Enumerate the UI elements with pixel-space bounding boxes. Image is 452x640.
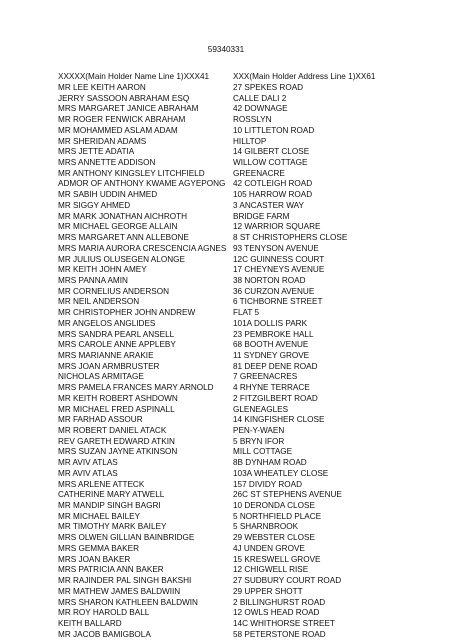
document-id: 59340331 — [207, 45, 245, 54]
list-item — [0, 437, 452, 448]
holder-address: 42 DOWNAGE — [233, 104, 288, 114]
holder-address: 101A DOLLIS PARK — [233, 318, 308, 328]
holder-name: MR JACOB BAMIGBOLA — [58, 629, 151, 639]
holder-address: HILLTOP — [233, 136, 267, 146]
holder-address: GREENACRE — [233, 168, 285, 178]
list-item — [0, 287, 452, 298]
list-item — [0, 169, 452, 180]
holder-name: MR SIGGY AHMED — [58, 200, 131, 210]
holder-address: ROSSLYN — [233, 115, 272, 125]
holder-name: MRS PANNA AMIN — [58, 275, 128, 285]
holder-name: MRS MARIANNE ARAKIE — [58, 350, 154, 360]
holder-name: MRS SANDRA PEARL ANSELL — [58, 329, 175, 339]
holder-name: MR AVIV ATLAS — [58, 468, 118, 478]
holder-address: MILL COTTAGE — [233, 447, 293, 457]
holder-address: PEN-Y-WAEN — [233, 426, 285, 435]
list-item — [0, 179, 452, 190]
holder-address: 17 CHEYNEYS AVENUE — [233, 265, 325, 275]
holder-name: MR MARK JONATHAN AICHROTH — [58, 211, 188, 221]
holder-name: ADMOR OF ANTHONY KWAME AGYEPONG — [58, 179, 226, 189]
list-item — [0, 212, 452, 223]
list-item — [0, 598, 452, 609]
holder-address: 23 PEMBROKE HALL — [233, 329, 314, 339]
holder-name: MR JULIUS OLUSEGEN ALONGE — [58, 254, 185, 264]
holder-name: MR ROBERT DANIEL ATACK — [58, 426, 167, 435]
holder-address: 29 UPPER SHOTT — [233, 586, 303, 596]
holder-name: MRS MARGARET ANN ALLEBONE — [58, 233, 189, 243]
holder-address: 8B DYNHAM ROAD — [233, 458, 307, 468]
list-item — [0, 576, 452, 587]
list-item — [0, 244, 452, 255]
holder-address: BRIDGE FARM — [233, 211, 290, 221]
list-item — [0, 351, 452, 362]
holder-address: 7 GREENACRES — [233, 372, 298, 382]
list-item — [0, 415, 452, 426]
holder-name: MRS MARIA AURORA CRESCENCIA AGNES — [58, 243, 227, 253]
holder-address: 12 CHIGWELL RISE — [233, 565, 309, 575]
list-item — [0, 522, 452, 533]
holder-list — [0, 83, 452, 640]
holder-address: 12 WARRIOR SQUARE — [233, 222, 321, 232]
holder-name: MRS OLWEN GILLIAN BAINBRIDGE — [58, 533, 195, 543]
holder-name: MR CORNELIUS ANDERSON — [58, 286, 170, 296]
list-item — [0, 501, 452, 512]
list-item — [0, 630, 452, 640]
list-item — [0, 447, 452, 458]
list-item — [0, 608, 452, 619]
holder-name: MR LEE KEITH AARON — [58, 83, 146, 92]
holder-address: FLAT 5 — [233, 308, 260, 318]
list-item — [0, 426, 452, 437]
holder-name: NICHOLAS ARMITAGE — [58, 372, 144, 382]
holder-name: MR ANTHONY KINGSLEY LITCHFIELD — [58, 168, 205, 178]
list-item — [0, 458, 452, 469]
holder-address: 4 RHYNE TERRACE — [233, 383, 310, 393]
holder-name: MRS GEMMA BAKER — [58, 543, 139, 553]
holder-address: GLENEAGLES — [233, 404, 289, 414]
holder-name: MRS JOAN BAKER — [58, 554, 131, 564]
holder-name: REV GARETH EDWARD ATKIN — [58, 436, 175, 446]
holder-address: 8 ST CHRISTOPHERS CLOSE — [233, 233, 348, 243]
column-header-row — [0, 72, 452, 82]
list-item — [0, 94, 452, 105]
holder-name: MRS JOAN ARMBRUSTER — [58, 361, 160, 371]
holder-name: MRS ANNETTE ADDISON — [58, 158, 156, 168]
holder-address: 5 NORTHFIELD PLACE — [233, 511, 322, 521]
holder-name: KEITH BALLARD — [58, 618, 122, 628]
holder-name: MR MICHAEL FRED ASPINALL — [58, 404, 175, 414]
list-item — [0, 533, 452, 544]
holder-name: MRS MARGARET JANICE ABRAHAM — [58, 104, 199, 114]
holder-name: MR MOHAMMED ASLAM ADAM — [58, 125, 178, 135]
holder-address: 10 LITTLETON ROAD — [233, 125, 315, 135]
list-item — [0, 201, 452, 212]
holder-address: 93 TENYSON AVENUE — [233, 243, 319, 253]
holder-address: 36 CURZON AVENUE — [233, 286, 315, 296]
list-item — [0, 115, 452, 126]
holder-name: MRS SHARON KATHLEEN BALDWIN — [58, 597, 198, 607]
list-item — [0, 565, 452, 576]
list-item — [0, 255, 452, 266]
holder-address: 4J UNDEN GROVE — [233, 543, 305, 553]
holder-address: 11 SYDNEY GROVE — [233, 350, 310, 360]
holder-name: MRS ARLENE ATTECK — [58, 479, 145, 489]
holder-name: MRS PAMELA FRANCES MARY ARNOLD — [58, 383, 214, 393]
holder-name: MR CHRISTOPHER JOHN ANDREW — [58, 308, 196, 318]
list-item — [0, 233, 452, 244]
holder-name: MRS SUZAN JAYNE ATKINSON — [58, 447, 178, 457]
list-item — [0, 83, 452, 94]
holder-address: 29 WEBSTER CLOSE — [233, 533, 315, 543]
holder-address: 42 COTLEIGH ROAD — [233, 179, 313, 189]
holder-name: MR SHERIDAN ADAMS — [58, 136, 147, 146]
holder-address: 12 OWLS HEAD ROAD — [233, 608, 320, 618]
holder-name: MR MATHEW JAMES BALDWIIN — [58, 586, 181, 596]
holder-name: MR TIMOTHY MARK BAILEY — [58, 522, 167, 532]
holder-address: 14 KINGFISHER CLOSE — [233, 415, 325, 425]
list-item — [0, 297, 452, 308]
holder-name: JERRY SASSOON ABRAHAM ESQ — [58, 93, 190, 103]
holder-address: 103A WHEATLEY CLOSE — [233, 468, 329, 478]
list-item — [0, 383, 452, 394]
holder-address: 12C GUINNESS COURT — [233, 254, 325, 264]
holder-name: MR MICHAEL GEORGE ALLAIN — [58, 222, 178, 232]
list-item — [0, 362, 452, 373]
list-item — [0, 490, 452, 501]
holder-address: 81 DEEP DENE ROAD — [233, 361, 318, 371]
holder-address: 3 ANCASTER WAY — [233, 200, 304, 210]
list-item — [0, 222, 452, 233]
holder-address: 5 BRYN IFOR — [233, 436, 285, 446]
list-item — [0, 480, 452, 491]
holder-name: MRS PATRICIA ANN BAKER — [58, 565, 164, 575]
list-item — [0, 137, 452, 148]
list-item — [0, 619, 452, 630]
list-item — [0, 265, 452, 276]
list-item — [0, 190, 452, 201]
holder-address: 14C WHITHORSE STREET — [233, 618, 335, 628]
holder-address: 58 PETERSTONE ROAD — [233, 629, 326, 639]
list-item — [0, 394, 452, 405]
holder-name: MR ROY HAROLD BALL — [58, 608, 150, 618]
holder-address: 105 HARROW ROAD — [233, 190, 313, 200]
holder-name: MR KEITH ROBERT ASHDOWN — [58, 393, 178, 403]
holder-address: 27 SPEKES ROAD — [233, 83, 304, 92]
list-item — [0, 587, 452, 598]
list-item — [0, 308, 452, 319]
holder-name: MR ROGER FENWICK ABRAHAM — [58, 115, 186, 125]
holder-address: 26C ST STEPHENS AVENUE — [233, 490, 342, 500]
holder-name: MR NEIL ANDERSON — [58, 297, 140, 307]
holder-name: MR KEITH JOHN AMEY — [58, 265, 147, 275]
holder-address: 2 BILLINGHURST ROAD — [233, 597, 326, 607]
holder-name: CATHERINE MARY ATWELL — [58, 490, 165, 500]
address-column-header: XXX(Main Holder Address Line 1)XX61 — [233, 72, 376, 81]
list-item — [0, 469, 452, 480]
list-item — [0, 544, 452, 555]
list-item — [0, 158, 452, 169]
holder-address: 5 SHARNBROOK — [233, 522, 299, 532]
holder-address: 15 KRESWELL GROVE — [233, 554, 321, 564]
list-item — [0, 372, 452, 383]
holder-name: MR FARHAD ASSOUR — [58, 415, 143, 425]
holder-address: 10 DERONDA CLOSE — [233, 501, 315, 511]
list-item — [0, 147, 452, 158]
holder-name: MR SABIH UDDIN AHMED — [58, 190, 158, 200]
holder-address: 2 FITZGILBERT ROAD — [233, 393, 318, 403]
list-item — [0, 319, 452, 330]
list-item — [0, 126, 452, 137]
holder-address: 38 NORTON ROAD — [233, 275, 306, 285]
holder-name: MRS JETTE ADATIA — [58, 147, 135, 157]
holder-address: 14 GILBERT CLOSE — [233, 147, 310, 157]
name-column-header: XXXXX(Main Holder Name Line 1)XXX41 — [58, 72, 210, 81]
holder-name: MRS CAROLE ANNE APPLEBY — [58, 340, 176, 350]
holder-name: MR MANDIP SINGH BAGRI — [58, 501, 161, 511]
list-item — [0, 330, 452, 341]
list-item — [0, 104, 452, 115]
holder-name: MR MICHAEL BAILEY — [58, 511, 141, 521]
list-item — [0, 512, 452, 523]
holder-address: 68 BOOTH AVENUE — [233, 340, 309, 350]
list-item — [0, 555, 452, 566]
list-item — [0, 405, 452, 416]
holder-address: WILLOW COTTAGE — [233, 158, 308, 168]
holder-address: CALLE DALI 2 — [233, 93, 287, 103]
holder-address: 6 TICHBORNE STREET — [233, 297, 323, 307]
holder-name: MR AVIV ATLAS — [58, 458, 118, 468]
holder-address: 27 SUDBURY COURT ROAD — [233, 576, 342, 586]
holder-address: 157 DIVIDY ROAD — [233, 479, 303, 489]
holder-name: MR ANGELOS ANGLIDES — [58, 318, 156, 328]
holder-name: MR RAJINDER PAL SINGH BAKSHI — [58, 576, 192, 586]
list-item — [0, 276, 452, 287]
list-item — [0, 340, 452, 351]
